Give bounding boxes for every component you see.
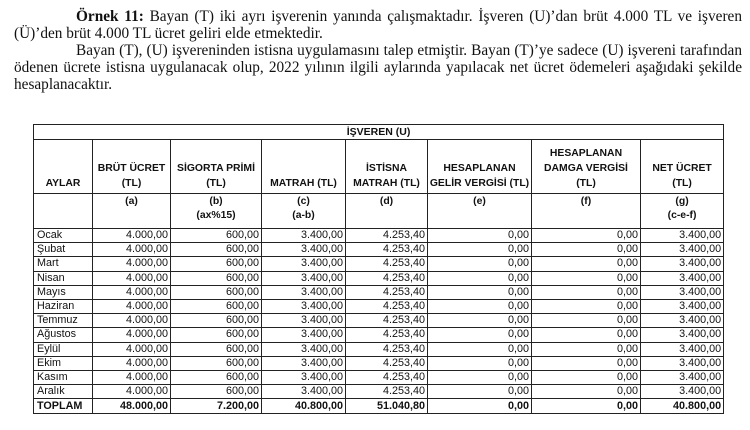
value-cell: 0,00 <box>428 328 532 342</box>
month-cell: Ocak <box>34 229 93 243</box>
value-cell: 3.400,00 <box>262 328 346 342</box>
value-cell: 0,00 <box>428 342 532 356</box>
value-cell: 4.253,40 <box>346 243 428 257</box>
table-header-row <box>34 140 724 194</box>
paragraph-1 <box>14 8 742 42</box>
month-cell: Haziran <box>34 299 93 313</box>
value-cell: 600,00 <box>171 328 262 342</box>
value-cell: 3.400,00 <box>262 229 346 243</box>
value-cell: 600,00 <box>171 385 262 399</box>
month-cell: Nisan <box>34 271 93 285</box>
value-cell: 0,00 <box>532 257 641 271</box>
column-header: NET ÜCRET (TL) <box>641 140 724 194</box>
total-label: TOPLAM <box>34 399 93 414</box>
value-cell: 4.253,40 <box>346 385 428 399</box>
value-cell: 3.400,00 <box>262 243 346 257</box>
column-code <box>428 194 532 229</box>
month-cell: Aralık <box>34 385 93 399</box>
column-code <box>532 194 641 229</box>
value-cell: 0,00 <box>428 299 532 313</box>
column-code <box>171 194 262 229</box>
column-header: AYLAR <box>34 140 93 194</box>
value-cell: 600,00 <box>171 229 262 243</box>
column-code <box>93 194 171 229</box>
table-code-row <box>34 194 724 229</box>
table-row <box>34 229 724 243</box>
table-row <box>34 314 724 328</box>
value-cell: 3.400,00 <box>641 314 724 328</box>
value-cell: 3.400,00 <box>641 370 724 384</box>
column-header: İSTİSNA MATRAH (TL) <box>346 140 428 194</box>
month-cell: Mart <box>34 257 93 271</box>
value-cell: 3.400,00 <box>262 299 346 313</box>
paragraph-2: Bayan (T), (U) işvereninden istisna uygulamasını talep etmiştir. Bayan (T)’ye sadece (U) işvereni tarafından ödenen ücrete istisna uygulanacak olup, 2022 yılının ilgili aylarında yapılacak net ücret ödemeleri aşağıdaki şekilde hesaplanacaktır. <box>14 42 742 93</box>
column-formula: (c-e-f) <box>667 210 697 221</box>
value-cell: 4.253,40 <box>346 285 428 299</box>
column-code-letter: (g) <box>675 196 689 207</box>
value-cell: 0,00 <box>532 243 641 257</box>
value-cell: 4.253,40 <box>346 370 428 384</box>
table-body <box>34 229 724 414</box>
total-value: 48.000,00 <box>93 399 171 414</box>
value-cell: 0,00 <box>428 257 532 271</box>
table-row <box>34 342 724 356</box>
table-row <box>34 257 724 271</box>
value-cell: 0,00 <box>428 243 532 257</box>
value-cell: 3.400,00 <box>641 299 724 313</box>
value-cell: 600,00 <box>171 285 262 299</box>
total-value: 0,00 <box>532 399 641 414</box>
column-code <box>34 194 93 229</box>
column-code <box>641 194 724 229</box>
total-value: 40.800,00 <box>262 399 346 414</box>
example-text <box>14 8 742 93</box>
value-cell: 600,00 <box>171 370 262 384</box>
value-cell: 4.253,40 <box>346 314 428 328</box>
total-value: 51.040,80 <box>346 399 428 414</box>
month-cell: Temmuz <box>34 314 93 328</box>
value-cell: 4.253,40 <box>346 356 428 370</box>
value-cell: 4.000,00 <box>93 271 171 285</box>
value-cell: 0,00 <box>428 385 532 399</box>
value-cell: 600,00 <box>171 356 262 370</box>
value-cell: 600,00 <box>171 299 262 313</box>
table-title: İŞVEREN (U) <box>34 125 724 140</box>
value-cell: 3.400,00 <box>641 385 724 399</box>
value-cell: 3.400,00 <box>641 285 724 299</box>
month-cell: Eylül <box>34 342 93 356</box>
value-cell: 3.400,00 <box>262 257 346 271</box>
column-header: SİGORTA PRİMİ (TL) <box>171 140 262 194</box>
value-cell: 600,00 <box>171 257 262 271</box>
value-cell: 3.400,00 <box>641 229 724 243</box>
column-header: BRÜT ÜCRET (TL) <box>93 140 171 194</box>
value-cell: 0,00 <box>428 285 532 299</box>
value-cell: 4.000,00 <box>93 285 171 299</box>
value-cell: 3.400,00 <box>641 356 724 370</box>
example-label: Örnek 11: <box>76 8 144 25</box>
value-cell: 4.000,00 <box>93 229 171 243</box>
table-row <box>34 356 724 370</box>
value-cell: 4.253,40 <box>346 328 428 342</box>
value-cell: 0,00 <box>428 271 532 285</box>
value-cell: 0,00 <box>532 314 641 328</box>
value-cell: 3.400,00 <box>262 342 346 356</box>
column-formula: (ax%15) <box>196 210 236 221</box>
value-cell: 0,00 <box>428 314 532 328</box>
total-value: 7.200,00 <box>171 399 262 414</box>
value-cell: 3.400,00 <box>641 271 724 285</box>
value-cell: 4.253,40 <box>346 342 428 356</box>
value-cell: 4.253,40 <box>346 257 428 271</box>
total-value: 0,00 <box>428 399 532 414</box>
value-cell: 0,00 <box>428 229 532 243</box>
value-cell: 0,00 <box>532 370 641 384</box>
value-cell: 4.000,00 <box>93 257 171 271</box>
column-header: MATRAH (TL) <box>262 140 346 194</box>
table-row <box>34 285 724 299</box>
value-cell: 3.400,00 <box>641 342 724 356</box>
value-cell: 4.253,40 <box>346 299 428 313</box>
total-value: 40.800,00 <box>641 399 724 414</box>
column-code-letter: (f) <box>580 196 592 207</box>
column-code <box>262 194 346 229</box>
value-cell: 0,00 <box>428 356 532 370</box>
column-formula: (a-b) <box>292 210 315 221</box>
value-cell: 3.400,00 <box>641 257 724 271</box>
value-cell: 4.000,00 <box>93 342 171 356</box>
column-code-letter: (e) <box>473 196 486 207</box>
value-cell: 4.000,00 <box>93 385 171 399</box>
table-row <box>34 243 724 257</box>
value-cell: 600,00 <box>171 342 262 356</box>
table-row <box>34 385 724 399</box>
column-header: HESAPLANAN DAMGA VERGİSİ (TL) <box>532 140 641 194</box>
table-row <box>34 299 724 313</box>
value-cell: 0,00 <box>532 285 641 299</box>
salary-table-wrapper <box>33 124 723 414</box>
month-cell: Şubat <box>34 243 93 257</box>
value-cell: 4.000,00 <box>93 356 171 370</box>
column-header: HESAPLANAN GELİR VERGİSİ (TL) <box>428 140 532 194</box>
table-row <box>34 328 724 342</box>
column-code-letter: (d) <box>379 196 394 207</box>
value-cell: 3.400,00 <box>262 385 346 399</box>
value-cell: 4.000,00 <box>93 314 171 328</box>
value-cell: 0,00 <box>532 356 641 370</box>
value-cell: 4.253,40 <box>346 271 428 285</box>
value-cell: 600,00 <box>171 243 262 257</box>
value-cell: 4.000,00 <box>93 370 171 384</box>
table-row <box>34 370 724 384</box>
value-cell: 3.400,00 <box>262 285 346 299</box>
value-cell: 4.000,00 <box>93 243 171 257</box>
month-cell: Mayıs <box>34 285 93 299</box>
column-code-letter: (b) <box>209 196 223 207</box>
value-cell: 3.400,00 <box>262 370 346 384</box>
month-cell: Kasım <box>34 370 93 384</box>
value-cell: 0,00 <box>532 271 641 285</box>
value-cell: 3.400,00 <box>641 328 724 342</box>
value-cell: 0,00 <box>532 299 641 313</box>
value-cell: 4.000,00 <box>93 328 171 342</box>
column-code <box>346 194 428 229</box>
column-code-letter: (a) <box>125 196 138 207</box>
value-cell: 3.400,00 <box>262 271 346 285</box>
paragraph-1-text: Bayan (T) iki ayrı işverenin yanında çalışmaktadır. İşveren (U)’dan brüt 4.000 TL ve işveren (Ü)’den brüt 4.000 TL ücret geliri elde etmektedir. <box>14 8 742 42</box>
month-cell: Ekim <box>34 356 93 370</box>
total-row <box>34 399 724 414</box>
column-code-letter: (c) <box>297 196 310 207</box>
value-cell: 0,00 <box>532 385 641 399</box>
value-cell: 3.400,00 <box>262 356 346 370</box>
value-cell: 3.400,00 <box>262 314 346 328</box>
value-cell: 600,00 <box>171 271 262 285</box>
value-cell: 4.253,40 <box>346 229 428 243</box>
salary-table <box>33 124 724 414</box>
table-row <box>34 271 724 285</box>
table-title-row <box>34 125 724 140</box>
value-cell: 4.000,00 <box>93 299 171 313</box>
value-cell: 600,00 <box>171 314 262 328</box>
month-cell: Ağustos <box>34 328 93 342</box>
value-cell: 0,00 <box>532 229 641 243</box>
value-cell: 0,00 <box>532 328 641 342</box>
value-cell: 3.400,00 <box>641 243 724 257</box>
value-cell: 0,00 <box>428 370 532 384</box>
value-cell: 0,00 <box>532 342 641 356</box>
